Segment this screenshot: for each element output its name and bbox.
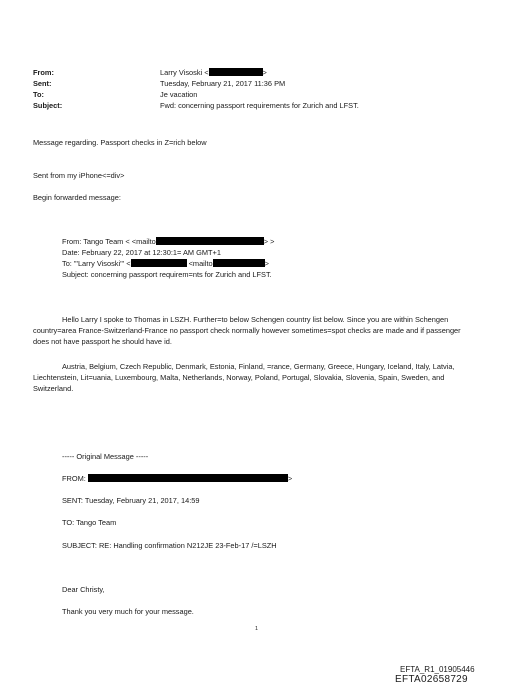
from-value-prefix: Larry Visoski < [160, 68, 209, 77]
body-line-1: Message regarding. Passport checks in Z=rich below [33, 138, 207, 147]
original-divider: ----- Original Message ----- [62, 452, 149, 461]
fwd-date: Date: February 22, 2017 at 12:30:1= AM GMT+1 [62, 248, 221, 257]
fwd-to [62, 259, 269, 268]
sent-label: Sent: [33, 79, 52, 88]
body-line-2: Sent from my iPhone<=div> [33, 171, 125, 180]
redaction-box [88, 474, 288, 482]
to-label: To: [33, 90, 44, 99]
footer-id-1: EFTA_R1_01905446 [400, 665, 475, 674]
fwd-from-prefix: From: Tango Team < <mailto [62, 237, 156, 246]
original-from [62, 474, 292, 483]
original-from-label: FROM: [62, 474, 86, 483]
fwd-subject: Subject: concerning passport requirem=nts for Zurich and LFST. [62, 270, 272, 279]
from-value [160, 68, 267, 77]
redaction-box [156, 237, 264, 245]
fwd-from-suffix: > > [263, 237, 275, 246]
redaction-box [131, 259, 187, 267]
sent-value: Tuesday, February 21, 2017 11:36 PM [160, 79, 286, 88]
subject-label: Subject: [33, 101, 63, 110]
original-to: TO: Tango Team [62, 518, 117, 527]
message-paragraph-1: Hello Larry I spoke to Thomas in LSZH. Further=to below Schengen country list below. Since you are within Schengen country=area France-Switzerland-France no passport check normally however sometimes=spot checks are made and if passenger does not have passport he should have id. [33, 315, 461, 346]
message-paragraph-2: Austria, Belgium, Czech Republic, Denmark, Estonia, Finland, =rance, Germany, Greece, Hungary, Iceland, Italy, Latvia, Liechtenstein, Lit=uania, Luxembourg, Malta, Netherlands, Norway, Poland, Portugal, Slovakia, Slovenia, Spain, Sweden, and Switzerland. [33, 362, 455, 393]
footer-id-2: EFTA02658729 [395, 674, 468, 685]
original-sent: SENT: Tuesday, February 21, 2017, 14:59 [62, 496, 200, 505]
fwd-to-prefix: To: "'Larry Visoski'" < [62, 259, 131, 268]
original-thanks: Thank you very much for your message. [62, 607, 194, 616]
to-value: Je vacation [160, 90, 198, 99]
fwd-to-mid: <mailto [188, 259, 213, 268]
original-from-suffix: > [287, 474, 293, 483]
redaction-box [213, 259, 265, 267]
fwd-to-suffix: > [264, 259, 269, 268]
page-number: 1 [255, 626, 259, 632]
original-subject: SUBJECT: RE: Handling confirmation N212JE 23-Feb-17 /=LSZH [62, 541, 277, 550]
subject-value: Fwd: concerning passport requirements for Zurich and LFST. [160, 101, 359, 110]
fwd-from [62, 237, 274, 246]
body-line-3: Begin forwarded message: [33, 193, 121, 202]
from-value-suffix: > [262, 68, 267, 77]
from-label: From: [33, 68, 54, 77]
redaction-box [209, 68, 263, 76]
original-greeting: Dear Christy, [62, 585, 105, 594]
